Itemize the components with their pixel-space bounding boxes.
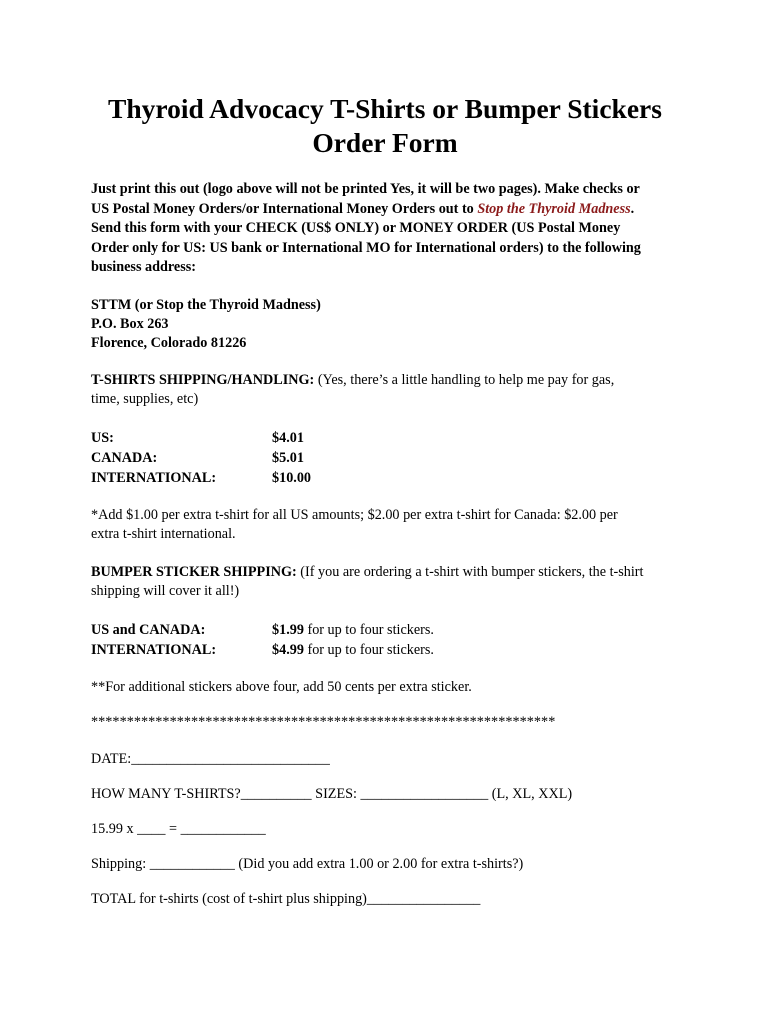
sticker-shipping-intro bbox=[91, 563, 691, 602]
address-line-2: P.O. Box 263 bbox=[91, 315, 169, 332]
rate-label: INTERNATIONAL: bbox=[91, 469, 217, 486]
page-title bbox=[91, 92, 679, 160]
intro-line-2-end: . bbox=[630, 200, 635, 217]
tshirt-rates-table bbox=[91, 428, 691, 488]
sticker-shipping-line-1 bbox=[91, 563, 691, 583]
separator-line: ***************************************************************** bbox=[91, 714, 556, 730]
rate-suffix: for up to four stickers. bbox=[303, 641, 434, 658]
shipping-field: Shipping: ____________ (Did you add extra 1.00 or 2.00 for extra t-shirts?) bbox=[91, 856, 524, 872]
intro-line-2 bbox=[91, 200, 691, 220]
title-line-2: Order Form bbox=[312, 127, 458, 158]
tshirt-note-line-2: extra t-shirt international. bbox=[91, 526, 236, 542]
rate-value: $4.01 bbox=[272, 429, 304, 446]
rate-row-canada bbox=[91, 448, 691, 468]
order-form-page bbox=[91, 92, 691, 908]
address-line-3: Florence, Colorado 81226 bbox=[91, 334, 247, 351]
rate-value: $1.99 bbox=[272, 621, 304, 638]
tshirt-shipping-intro bbox=[91, 371, 691, 410]
rate-value-group bbox=[272, 620, 434, 640]
sticker-extra-note bbox=[91, 678, 691, 698]
intro-line-4: Order only for US: US bank or International MO for International orders) to the following bbox=[91, 239, 641, 256]
title-line-1: Thyroid Advocacy T-Shirts or Bumper Stickers bbox=[108, 93, 662, 124]
intro-line-1: Just print this out (logo above will not be printed Yes, it will be two pages). Make checks or bbox=[91, 181, 640, 197]
sticker-shipping-heading: BUMPER STICKER SHIPPING: bbox=[91, 563, 297, 580]
rate-row-international bbox=[91, 468, 691, 488]
intro-line-5: business address: bbox=[91, 259, 196, 275]
sticker-rates-table bbox=[91, 620, 691, 660]
rate-value: $10.00 bbox=[272, 469, 312, 486]
rate-row-us bbox=[91, 428, 691, 448]
total-field: TOTAL for t-shirts (cost of t-shirt plus shipping)________________ bbox=[91, 891, 481, 907]
rate-value-group bbox=[272, 640, 434, 660]
rate-label: US: bbox=[91, 429, 114, 446]
tshirt-quantity-sizes-field: HOW MANY T-SHIRTS?__________ SIZES: __________________ (L, XL, XXL) bbox=[91, 786, 573, 802]
sticker-shipping-text: (If you are ordering a t-shirt with bumper stickers, the t-shirt bbox=[296, 563, 644, 580]
rate-label: CANADA: bbox=[91, 449, 158, 466]
rate-label: INTERNATIONAL: bbox=[91, 641, 217, 658]
rate-value: $4.99 bbox=[272, 641, 304, 658]
mailing-address bbox=[91, 296, 691, 353]
date-field: DATE:____________________________ bbox=[91, 751, 330, 767]
tshirt-shipping-text: (Yes, there’s a little handling to help me pay for gas, bbox=[314, 371, 615, 388]
tshirt-shipping-line-1 bbox=[91, 371, 691, 391]
rate-value: $5.01 bbox=[272, 449, 304, 466]
tshirt-extra-note bbox=[91, 506, 691, 545]
price-calculation-field: 15.99 x ____ = ____________ bbox=[91, 821, 266, 837]
rate-label: US and CANADA: bbox=[91, 621, 206, 638]
address-line-1: STTM (or Stop the Thyroid Madness) bbox=[91, 296, 321, 313]
sticker-rate-row-international bbox=[91, 640, 691, 660]
rate-suffix: for up to four stickers. bbox=[303, 621, 434, 638]
tshirt-shipping-heading: T-SHIRTS SHIPPING/HANDLING: bbox=[91, 371, 315, 388]
sticker-note-line: **For additional stickers above four, add 50 cents per extra sticker. bbox=[91, 678, 472, 695]
tshirt-shipping-line-2: time, supplies, etc) bbox=[91, 391, 199, 407]
payee-name: Stop the Thyroid Madness bbox=[477, 200, 631, 217]
intro-line-2-text: US Postal Money Orders/or International Money Orders out to bbox=[91, 200, 478, 217]
sticker-rate-row-us-canada bbox=[91, 620, 691, 640]
intro-paragraph bbox=[91, 180, 691, 278]
tshirt-note-line-1: *Add $1.00 per extra t-shirt for all US amounts; $2.00 per extra t-shirt for Canada: $2.00 per bbox=[91, 506, 618, 523]
sticker-shipping-line-2: shipping will cover it all!) bbox=[91, 583, 240, 599]
intro-line-3: Send this form with your CHECK (US$ ONLY) or MONEY ORDER (US Postal Money bbox=[91, 220, 621, 236]
